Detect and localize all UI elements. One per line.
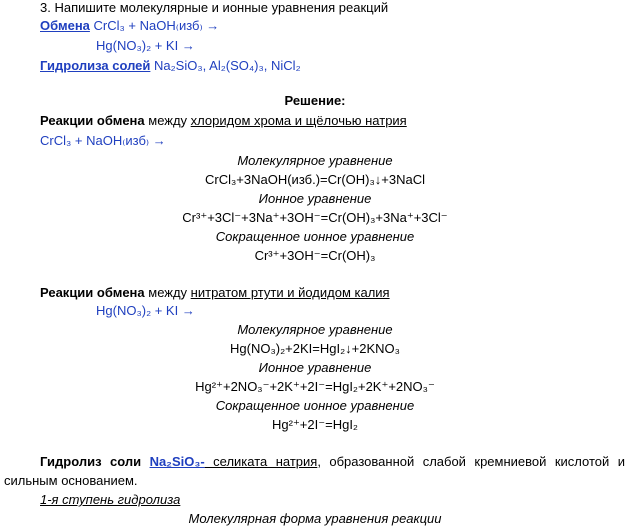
section3-rest: , образованной слабой кремниевой кислотой и [317, 454, 625, 469]
exchange-label: Обмена [40, 18, 90, 33]
section2-short-eq: Hg²⁺+2I⁻=HgI₂ [272, 417, 358, 432]
hydrolysis-label: Гидролиза солей [40, 58, 151, 73]
hydrolysis-salts: Na₂SiO₃, Al₂(SO₄)₃, NiCl₂ [154, 58, 301, 73]
section2-text: между [144, 285, 191, 300]
task-statement: 3. Напишите молекулярные и ионные уравнения реакций [40, 0, 389, 15]
exchange-line-1 [40, 17, 219, 34]
section3-paragraph-line2: сильным основанием. [4, 473, 138, 488]
section2-bold: Реакции обмена [40, 285, 145, 300]
section2-ion-eq: Hg²⁺+2NO₃⁻+2K⁺+2I⁻=HgI₂+2K⁺+2NO₃⁻ [195, 379, 435, 394]
section1-heading [40, 112, 407, 129]
section3-bold: Гидролиз соли [40, 454, 142, 469]
section2-ion-title: Ионное уравнение [258, 360, 372, 375]
section2-heading [40, 284, 390, 301]
section1-text: между [144, 113, 191, 128]
section2-underlined: нитратом ртути и йодидом калия [190, 285, 390, 300]
section1-underlined: хлоридом хрома и щёлочью натрия [190, 113, 407, 128]
section1-short-eq: Cr³⁺+3OH⁻=Cr(OH)₃ [254, 248, 376, 263]
section2-short-title: Сокращенное ионное уравнение [215, 398, 415, 413]
solution-title: Решение: [284, 93, 346, 108]
section1-ion-eq: Cr³⁺+3Cl⁻+3Na⁺+3OH⁻=Cr(OH)₃+3Na⁺+3Cl⁻ [182, 210, 448, 225]
section3-salt-name: селиката натрия [204, 454, 318, 469]
section1-reaction: CrCl₃ + NaOH₍изб₎ → [40, 133, 166, 148]
section3-salt: Na₂SiO₃- [149, 454, 205, 469]
section3-form-title: Молекулярная форма уравнения реакции [188, 511, 442, 526]
section3-paragraph-line1 [40, 453, 625, 470]
section2-mol-eq: Hg(NO₃)₂+2KI=HgI₂↓+2KNO₃ [230, 341, 400, 356]
exchange-reaction-1: CrCl₃ + NaOH₍изб₎ → [93, 18, 220, 33]
section1-mol-title: Молекулярное уравнение [237, 153, 393, 168]
section1-ion-title: Ионное уравнение [258, 191, 372, 206]
section2-reaction: Hg(NO₃)₂ + KI → [96, 303, 195, 318]
section1-short-title: Сокращенное ионное уравнение [215, 229, 415, 244]
section2-mol-title: Молекулярное уравнение [237, 322, 393, 337]
section3-step: 1-я ступень гидролиза [40, 492, 181, 507]
hydrolysis-line [40, 57, 301, 74]
section1-bold: Реакции обмена [40, 113, 145, 128]
section1-mol-eq: CrCl₃+3NaOH(изб.)=Cr(OH)₃↓+3NaCl [205, 172, 425, 187]
exchange-reaction-2: Hg(NO₃)₂ + KI → [96, 38, 195, 53]
